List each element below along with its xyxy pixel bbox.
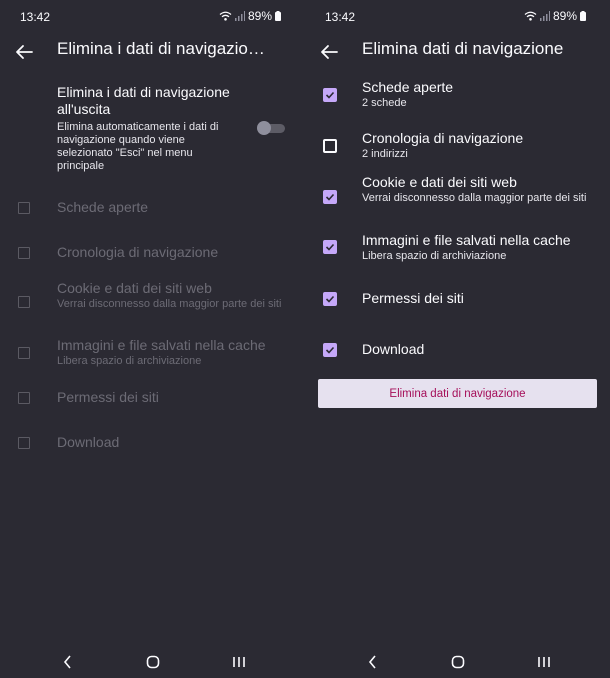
option-title: Cronologia di navigazione (362, 130, 524, 146)
app-bar (305, 34, 610, 70)
wifi-icon (219, 11, 232, 21)
nav-back-icon[interactable] (58, 652, 78, 672)
setting-description: Elimina automaticamente i dati di navigazione quando viene selezionato "Esci" nel menu principale (57, 121, 219, 172)
status-time: 13:42 (20, 10, 51, 24)
battery-icon (580, 11, 586, 21)
checkbox[interactable] (18, 247, 30, 259)
right-screen (305, 0, 610, 678)
status-time: 13:42 (325, 10, 356, 24)
option-subtitle: Verrai disconnesso dalla maggior parte dei siti (57, 298, 282, 310)
app-bar (0, 34, 305, 70)
checkbox-checked[interactable] (323, 292, 337, 306)
option-title: Immagini e file salvati nella cache (362, 232, 571, 248)
status-icons (524, 9, 586, 23)
nav-recents-icon[interactable] (534, 652, 554, 672)
option-title: Download (362, 341, 425, 357)
nav-home-icon[interactable] (143, 652, 163, 672)
checkbox[interactable] (18, 202, 30, 214)
option-title: Immagini e file salvati nella cache (57, 337, 266, 353)
page-title: Elimina i dati di navigazio… (57, 39, 265, 58)
battery-percent: 89% (552, 9, 577, 23)
option-title: Schede aperte (57, 199, 149, 215)
signal-icon (235, 11, 245, 21)
battery-icon (275, 11, 281, 21)
checkbox[interactable] (18, 392, 30, 404)
battery-percent: 89% (247, 9, 272, 23)
option-subtitle: Libera spazio di archiviazione (362, 250, 507, 262)
option-title: Cookie e dati dei siti web (57, 280, 212, 296)
option-title: Cookie e dati dei siti web (362, 174, 517, 190)
page-title: Elimina dati di navigazione (362, 39, 564, 58)
checkbox-checked[interactable] (323, 240, 337, 254)
delete-browsing-data-button[interactable]: Elimina dati di navigazione (318, 379, 597, 408)
checkbox[interactable] (18, 437, 30, 449)
option-title: Download (57, 434, 120, 450)
status-bar (305, 0, 610, 34)
setting-title: Elimina i dati di navigazione all'uscita (57, 84, 230, 117)
option-title: Permessi dei siti (57, 389, 159, 405)
checkbox-checked[interactable] (323, 343, 337, 357)
checkbox-checked[interactable] (323, 190, 337, 204)
system-nav-bar (0, 648, 305, 674)
checkbox[interactable] (18, 347, 30, 359)
option-title: Cronologia di navigazione (57, 244, 219, 260)
option-subtitle: Verrai disconnesso dalla maggior parte dei siti (362, 192, 587, 204)
nav-back-icon[interactable] (363, 652, 383, 672)
option-subtitle: 2 indirizzi (362, 148, 408, 160)
wifi-icon (524, 11, 537, 21)
delete-on-exit-setting[interactable] (57, 84, 237, 173)
option-subtitle: Libera spazio di archiviazione (57, 355, 202, 367)
back-arrow-icon[interactable] (317, 40, 341, 64)
system-nav-bar (305, 648, 610, 674)
checkbox-unchecked[interactable] (323, 139, 337, 153)
back-arrow-icon[interactable] (12, 40, 36, 64)
delete-on-exit-toggle[interactable] (257, 121, 285, 135)
status-icons (219, 9, 281, 23)
option-title: Schede aperte (362, 79, 454, 95)
nav-recents-icon[interactable] (229, 652, 249, 672)
signal-icon (540, 11, 550, 21)
checkbox[interactable] (18, 296, 30, 308)
nav-home-icon[interactable] (448, 652, 468, 672)
status-bar (0, 0, 305, 34)
checkbox-checked[interactable] (323, 88, 337, 102)
option-title: Permessi dei siti (362, 290, 464, 306)
option-subtitle: 2 schede (362, 97, 407, 109)
